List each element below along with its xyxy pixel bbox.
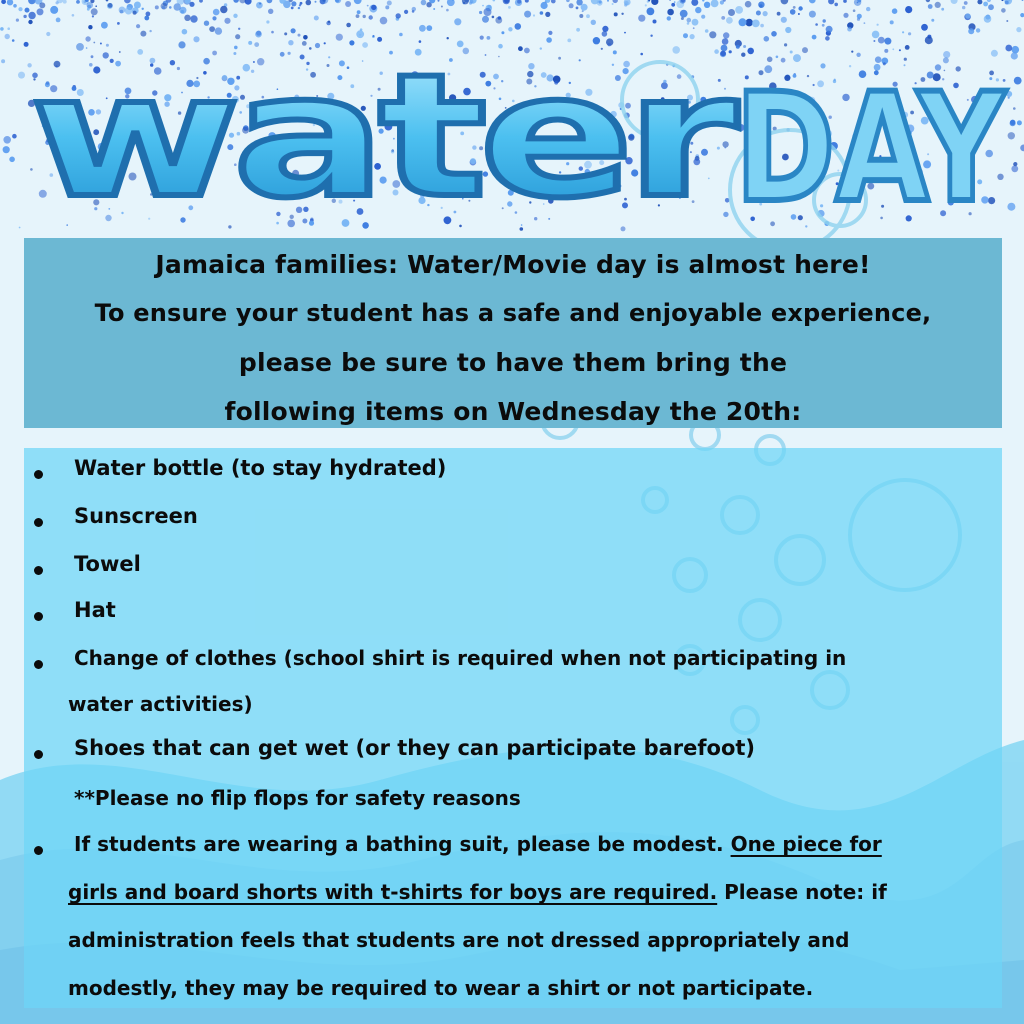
intro-box bbox=[24, 238, 1002, 428]
bullet-icon bbox=[34, 566, 43, 575]
intro-line: following items on Wednesday the 20th: bbox=[224, 397, 802, 426]
intro-line: To ensure your student has a safe and enjoyable experience, bbox=[94, 299, 932, 327]
bullet-icon bbox=[34, 518, 43, 527]
intro-line: please be sure to have them bring the bbox=[238, 348, 788, 377]
intro-line: Jamaica families: Water/Movie day is almost here! bbox=[155, 250, 871, 279]
bullet-icon bbox=[34, 470, 43, 479]
water-day-title bbox=[0, 0, 1024, 240]
bullet-icon bbox=[34, 750, 43, 759]
bullet-icon bbox=[34, 660, 43, 669]
title-water-word: water bbox=[30, 38, 739, 236]
title-day-word: DAY bbox=[735, 62, 1007, 236]
flip-flops-note: **Please no flip flops for safety reasons bbox=[74, 786, 521, 810]
bullet-icon bbox=[34, 846, 43, 855]
bullet-icon bbox=[34, 612, 43, 621]
items-list: Water bottle (to stay hydrated) Sunscreen Towel Hat Change of clothes (school shirt is required when not participating in water activities) Shoes that can get wet (or they can participate barefoot) **Please no flip flops for safety reasons If students are wearing a bathing suit, please be modest. One piece for girls and board shorts with t-shirts for boys are required. Please note: if administration feels that students are not dressed appropriately and modestly, they may be required to wear a shirt or not participate. bbox=[24, 448, 1002, 1008]
